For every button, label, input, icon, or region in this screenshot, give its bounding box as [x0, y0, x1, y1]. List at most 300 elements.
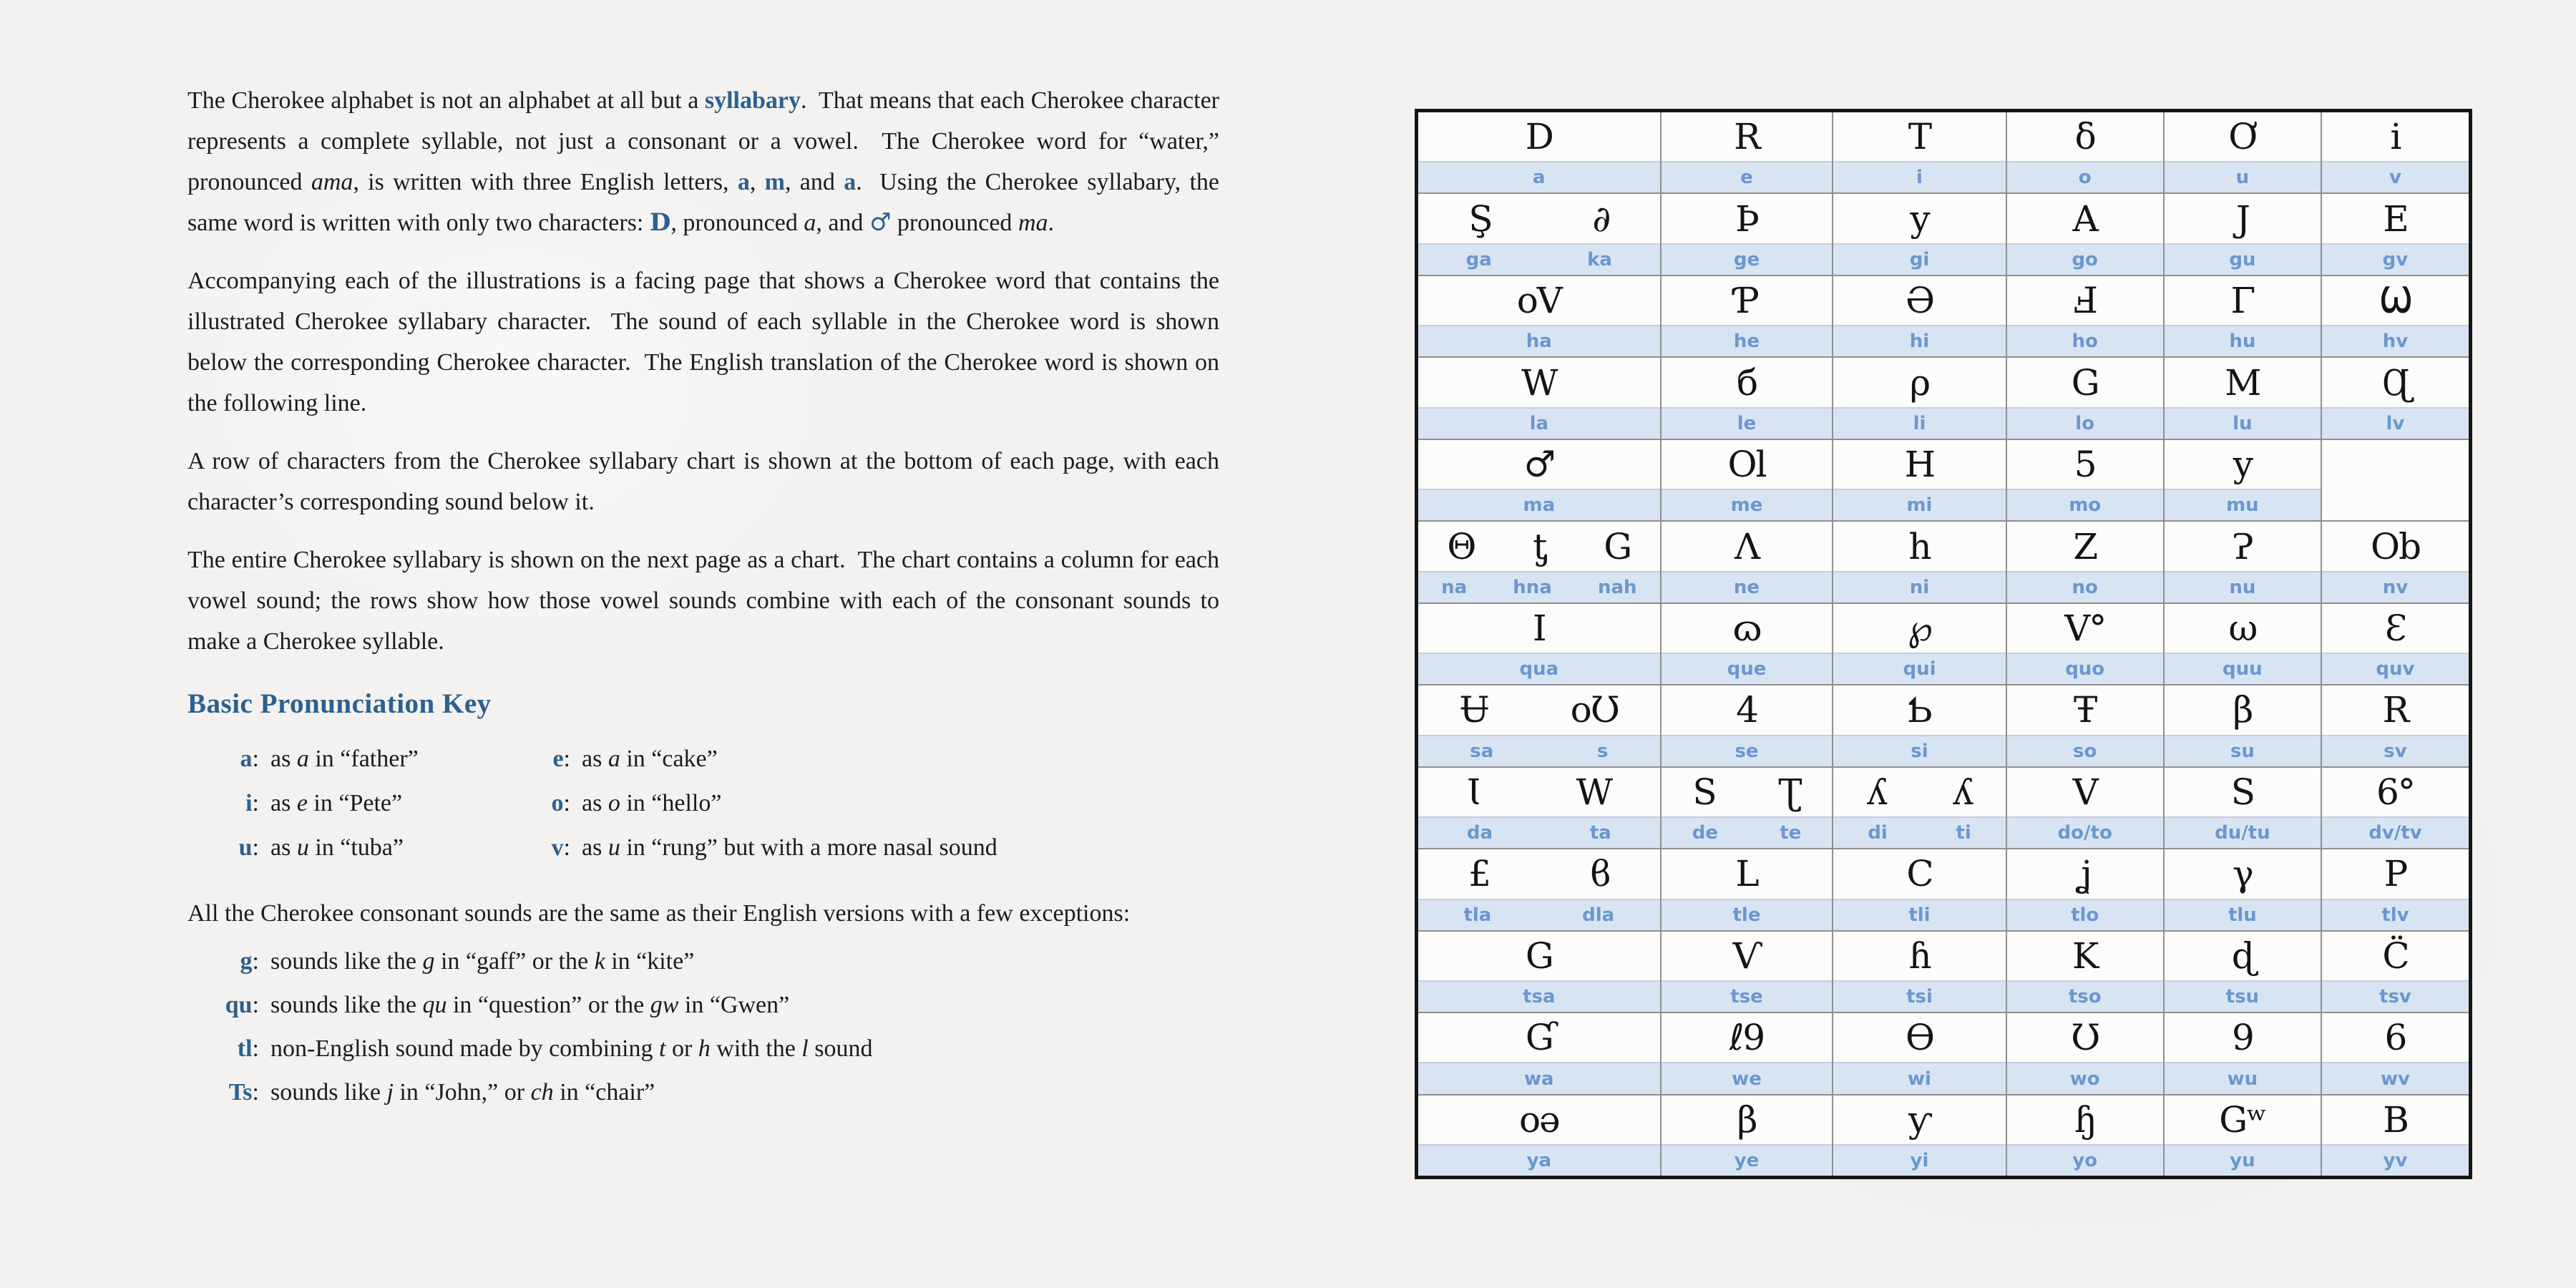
cherokee-glyph: ℓ9: [1729, 1017, 1765, 1059]
text-run: or: [665, 1035, 698, 1062]
glyph-area: [1418, 1013, 1660, 1062]
syllabary-chart: [1415, 109, 2472, 1179]
glyph-area: [2007, 194, 2163, 243]
cherokee-glyph: ƫ: [1533, 525, 1546, 567]
syllable-label: quo: [2065, 658, 2105, 680]
syllabary-cell: [1832, 358, 2005, 438]
glyph-area: [2165, 522, 2321, 570]
syllable-label: ni: [1909, 576, 1930, 598]
syllabary-cell: [2006, 522, 2163, 602]
label-band: [2007, 1062, 2163, 1093]
cherokee-glyph: J: [2235, 197, 2249, 240]
syllabary-cell: [2321, 358, 2469, 438]
text-run: in “John,” or: [393, 1079, 531, 1106]
key-letter-text: o: [551, 790, 564, 816]
cherokee-glyph: б: [1736, 361, 1757, 404]
cherokee-glyph: A: [2072, 197, 2097, 240]
text-run: as: [270, 746, 297, 772]
glyph-area: [2007, 849, 2163, 898]
syllable-label: ma: [1523, 494, 1556, 517]
syllabary-cell: [1660, 932, 1833, 1012]
syllabary-cell: [1418, 276, 1660, 356]
label-band: [2322, 407, 2469, 439]
text-run: ch: [530, 1079, 554, 1106]
label-band: [2322, 653, 2469, 684]
syllable-label: o: [2078, 167, 2092, 189]
label-band: [1662, 1144, 1833, 1176]
syllable-label: ya: [1526, 1150, 1552, 1172]
syllabary-row: [1418, 848, 2469, 930]
glyph-area: [2165, 768, 2321, 816]
syllable-label: su: [2230, 740, 2255, 762]
label-band: [1418, 1062, 1660, 1093]
syllable-label: sv: [2384, 740, 2407, 762]
key-letter-text: qu: [225, 992, 253, 1018]
key-description: [570, 737, 1219, 781]
syllabary-cell: [1418, 522, 1660, 602]
label-band: [2165, 653, 2321, 684]
syllabary-row: [1418, 275, 2469, 356]
text-run: in “gaff” or the: [434, 948, 595, 975]
syllabary-row: [1418, 602, 2469, 684]
cherokee-glyph: oƱ: [1570, 689, 1619, 731]
cherokee-glyph: 6: [2384, 1017, 2406, 1059]
syllable-label: tsa: [1523, 986, 1556, 1008]
label-band: [2007, 407, 2163, 439]
cherokee-glyph: Λ: [1734, 525, 1760, 567]
label-band: [1833, 735, 2005, 766]
cherokee-glyph: C: [1906, 853, 1933, 895]
syllabary-cell: [2006, 604, 2163, 684]
text-run: as: [270, 834, 297, 861]
label-band: [1418, 653, 1660, 684]
glyph-area: [2322, 276, 2469, 325]
glyph-area: [2322, 604, 2469, 653]
label-band: [2007, 735, 2163, 766]
label-band: [1833, 243, 2005, 275]
text-run: The Cherokee alphabet is not an alphabet at all but a: [187, 87, 705, 114]
syllable-label: te: [1780, 822, 1802, 844]
label-band: [1833, 161, 2005, 192]
glyph-area: [2007, 1096, 2163, 1144]
glyph-area: [2322, 194, 2469, 243]
text-run: as: [582, 834, 608, 861]
syllable-label: yv: [2383, 1150, 2408, 1172]
syllabary-cell: [1660, 276, 1833, 356]
text-run: a: [296, 746, 309, 772]
cherokee-glyph: i: [2390, 116, 2401, 158]
glyph-area: [2165, 276, 2321, 325]
syllable-label: se: [1735, 740, 1759, 762]
label-band: [2322, 489, 2469, 520]
text-run: syllabary: [704, 87, 801, 114]
syllable-label: wu: [2227, 1068, 2258, 1090]
text-run: ma: [1018, 210, 1048, 236]
key-letter-text: a: [240, 746, 253, 772]
key-letter-text: tl: [237, 1035, 253, 1062]
syllabary-cell: [1660, 440, 1833, 520]
label-band: [2007, 980, 2163, 1012]
syllabary-cell: [2006, 194, 2163, 274]
cherokee-glyph: G: [1525, 935, 1553, 977]
cherokee-glyph: Þ: [1735, 197, 1758, 240]
key-description: [570, 826, 1219, 870]
label-band: [2322, 243, 2469, 275]
syllabary-cell: [2163, 522, 2321, 602]
syllable-label: wa: [1524, 1068, 1554, 1090]
intro-paragraphs: [187, 80, 1226, 662]
key-letter-text: Ts: [228, 1079, 253, 1106]
cherokee-glyph: T: [1908, 116, 1931, 158]
syllabary-cell: [1418, 768, 1660, 848]
text-run: a: [737, 169, 750, 195]
cherokee-glyph: G: [2071, 361, 2099, 404]
cherokee-glyph: Ѳ: [1905, 1017, 1933, 1059]
syllabary-cell: [2006, 932, 2163, 1012]
cherokee-glyph: ℘: [1908, 607, 1931, 649]
label-band: [1662, 161, 1833, 192]
label-band: [2165, 816, 2321, 848]
syllabary-cell: [2163, 932, 2321, 1012]
syllable-label: que: [1727, 658, 1767, 680]
glyph-area: [1418, 849, 1660, 898]
syllable-label: na: [1441, 576, 1468, 598]
glyph-area: [1418, 768, 1660, 816]
cherokee-glyph: Ʈ: [1778, 771, 1801, 813]
cherokee-glyph: K: [2072, 935, 2098, 977]
label-band: [1662, 899, 1833, 930]
syllabary-row: [1418, 192, 2469, 274]
glyph-area: [2322, 849, 2469, 898]
syllabary-cell: [2321, 1013, 2469, 1093]
glyph-area: [2322, 932, 2469, 980]
label-band: [1418, 1144, 1660, 1176]
text-run: Accompanying each of the illustrations is a facing page that shows a Cherokee word that contains the illustrated Cherokee syllabary character. The sound of each syllable in the Cherokee word is shown below the corresponding Cherokee character. The English translation of the Cherokee word is shown on the following line.: [187, 268, 1226, 416]
text-run: o: [608, 790, 620, 816]
label-band: [2165, 243, 2321, 275]
glyph-area: [2322, 440, 2469, 489]
cherokee-glyph: V: [2072, 771, 2097, 813]
label-band: [2165, 489, 2321, 520]
syllabary-cell: [2163, 276, 2321, 356]
paragraph: [187, 441, 1226, 522]
syllabary-cell: [2163, 1013, 2321, 1093]
label-band: [1833, 325, 2005, 356]
syllable-label: hna: [1513, 576, 1552, 598]
glyph-area: [2007, 932, 2163, 980]
text-run: in “rung” but with a more nasal sound: [620, 834, 997, 861]
label-band: [2322, 325, 2469, 356]
cherokee-glyph: ɧ: [2074, 1098, 2096, 1141]
glyph-area: [2322, 358, 2469, 406]
label-band: [2165, 899, 2321, 930]
cherokee-glyph: Ʊ: [2070, 1017, 2099, 1059]
syllabary-cell: [1660, 194, 1833, 274]
label-band: [1662, 325, 1833, 356]
paragraph: [187, 80, 1226, 243]
syllabary-row: [1418, 1094, 2469, 1176]
syllabary-row: [1418, 1012, 2469, 1093]
glyph-area: [1662, 686, 1833, 734]
text-run: ama: [311, 169, 353, 195]
glyph-area: [1833, 604, 2005, 653]
cherokee-glyph: W: [1576, 771, 1611, 813]
syllable-label: nv: [2382, 576, 2409, 598]
syllable-label: me: [1730, 494, 1763, 517]
syllable-label: ga: [1465, 248, 1492, 270]
syllable-label: i: [1916, 167, 1923, 189]
cherokee-glyph: Ʉ: [1459, 689, 1488, 731]
glyph-area: [2165, 358, 2321, 406]
cherokee-glyph: Ơ: [2228, 116, 2257, 158]
glyph-area: [1833, 358, 2005, 406]
syllable-label: lu: [2233, 412, 2253, 434]
text-run: u: [608, 834, 620, 861]
cherokee-glyph: G: [1604, 525, 1631, 567]
key-colon: :: [563, 790, 570, 816]
cherokee-glyph: Ⅎ: [2073, 280, 2097, 322]
glyph-area: [1833, 522, 2005, 570]
cherokee-glyph: R: [1734, 116, 1760, 158]
cherokee-glyph: Ѡ: [2379, 280, 2411, 322]
key-letter: [187, 781, 259, 826]
glyph-area: [1833, 932, 2005, 980]
syllable-label: tle: [1732, 904, 1761, 926]
cherokee-glyph: S: [1692, 771, 1716, 813]
label-band: [1662, 653, 1833, 684]
key-letter: [502, 737, 570, 781]
syllable-label: di: [1868, 822, 1888, 844]
label-band: [1833, 407, 2005, 439]
syllabary-cell: [2321, 522, 2469, 602]
glyph-area: [2007, 112, 2163, 161]
label-band: [1418, 243, 1660, 275]
glyph-area: [1833, 194, 2005, 243]
syllable-label: do/to: [2057, 822, 2112, 844]
cherokee-glyph: ϐ: [1590, 853, 1610, 895]
label-band: [2322, 899, 2469, 930]
syllable-label: hu: [2229, 331, 2256, 353]
syllable-label: hv: [2382, 331, 2409, 353]
text-run: sounds like: [270, 1079, 387, 1106]
cherokee-glyph: Ƅ: [1907, 689, 1932, 731]
text-run: j: [386, 1079, 394, 1106]
cherokee-glyph: ƴ: [1908, 1098, 1931, 1141]
label-band: [2007, 161, 2163, 192]
glyph-area: [1418, 112, 1660, 161]
label-band: [1662, 735, 1833, 766]
label-band: [2007, 816, 2163, 848]
syllabary-cell: [2006, 358, 2163, 438]
syllabary-cell: [1832, 932, 2005, 1012]
text-run: , and: [784, 169, 844, 195]
syllabary-cell: [2163, 112, 2321, 192]
glyph-area: [2007, 604, 2163, 653]
cherokee-glyph: β: [1737, 1098, 1757, 1141]
label-band: [1662, 571, 1833, 602]
syllabary-cell: [1418, 849, 1660, 930]
glyph-area: [1662, 604, 1833, 653]
syllabary-cell: [2006, 1096, 2163, 1176]
glyph-area: [2322, 686, 2469, 734]
label-band: [1418, 899, 1660, 930]
key-colon: :: [252, 948, 259, 975]
glyph-area: [1662, 194, 1833, 243]
label-band: [2322, 1062, 2469, 1093]
cherokee-glyph: Ş: [1468, 197, 1492, 240]
label-band: [2165, 735, 2321, 766]
syllabary-cell: [2321, 276, 2469, 356]
text-run: in “cake”: [620, 746, 718, 772]
label-band: [1418, 571, 1660, 602]
cherokee-glyph: ʎ: [1867, 771, 1886, 813]
cherokee-glyph: ʎ: [1953, 771, 1972, 813]
syllable-label: sa: [1470, 740, 1494, 762]
label-band: [2165, 1144, 2321, 1176]
syllable-label: yu: [2230, 1150, 2255, 1172]
glyph-area: [2007, 358, 2163, 406]
syllable-label: tsi: [1906, 986, 1933, 1008]
syllabary-cell: [2321, 112, 2469, 192]
paragraph: [187, 540, 1226, 662]
syllable-label: ge: [1733, 248, 1760, 270]
syllable-label: wv: [2380, 1068, 2410, 1090]
label-band: [1662, 489, 1833, 520]
syllabary-row: [1418, 766, 2469, 848]
text-run: sounds like the: [270, 948, 423, 975]
consonant-note: All the Cherokee consonant sounds are the same as their English versions with a few exceptions:: [187, 900, 1131, 927]
syllabary-cell: [2006, 686, 2163, 766]
syllable-label: de: [1692, 822, 1718, 844]
glyph-area: [2322, 1013, 2469, 1062]
cherokee-glyph: ∂: [1592, 197, 1610, 240]
cherokee-glyph: Θ: [1447, 525, 1475, 567]
cherokee-glyph: 5: [2074, 444, 2096, 486]
glyph-area: [1662, 358, 1833, 406]
label-band: [1833, 1062, 2005, 1093]
paragraph: [187, 260, 1226, 424]
cherokee-glyph: ɖ: [2231, 935, 2254, 977]
syllabary-cell: [2163, 1096, 2321, 1176]
text-run: a: [608, 746, 620, 772]
syllable-label: lo: [2075, 412, 2095, 434]
syllabary-cell: [2163, 686, 2321, 766]
syllable-label: tli: [1908, 904, 1931, 926]
glyph-area: [1833, 276, 2005, 325]
text-run: t: [659, 1035, 666, 1062]
cherokee-glyph: V°: [2064, 607, 2106, 649]
syllabary-cell: [1660, 849, 1833, 930]
syllable-label: dla: [1582, 904, 1615, 926]
syllabary-cell: [2163, 194, 2321, 274]
syllable-label: mo: [2069, 494, 2102, 517]
glyph-area: [2007, 1013, 2163, 1062]
cherokee-glyph: ɷ: [1732, 607, 1761, 649]
label-band: [2007, 899, 2163, 930]
cherokee-glyph: ♂: [1523, 444, 1555, 486]
label-band: [2007, 653, 2163, 684]
syllabary-row: [1418, 930, 2469, 1012]
label-band: [1662, 1062, 1833, 1093]
key-letter: [502, 781, 570, 826]
syllabary-cell: [2163, 358, 2321, 438]
cherokee-glyph: Ob: [2370, 525, 2420, 567]
syllabary-cell: [1660, 1013, 1833, 1093]
syllabary-cell: [1660, 358, 1833, 438]
label-band: [2165, 161, 2321, 192]
syllabary-cell: [1660, 112, 1833, 192]
label-band: [1833, 899, 2005, 930]
syllabary-cell: [1832, 522, 2005, 602]
cherokee-glyph: Ƥ: [1735, 280, 1758, 322]
glyph-area: [2007, 440, 2163, 489]
syllabary-cell: [2321, 686, 2469, 766]
syllable-label: ti: [1956, 822, 1971, 844]
glyph-area: [2165, 112, 2321, 161]
label-band: [2165, 1062, 2321, 1093]
text-run: sounds like the: [270, 992, 423, 1018]
cherokee-glyph: Gʷ: [2219, 1098, 2266, 1141]
glyph-area: [2007, 768, 2163, 816]
key-colon: :: [252, 1079, 259, 1106]
glyph-area: [2165, 932, 2321, 980]
key-description: [259, 983, 1219, 1027]
syllable-label: mi: [1906, 494, 1933, 517]
syllable-label: quu: [2223, 658, 2263, 680]
syllabary-cell: [1660, 522, 1833, 602]
cherokee-glyph: Ol: [1727, 444, 1766, 486]
syllabary-row: [1418, 356, 2469, 438]
key-letter: [187, 1070, 259, 1114]
cherokee-glyph: Ɂ: [2233, 525, 2253, 567]
glyph-area: [1418, 686, 1660, 734]
label-band: [1833, 653, 2005, 684]
syllable-label: qua: [1519, 658, 1559, 680]
syllabary-cell: [1832, 849, 2005, 930]
syllabary-cell: [1418, 112, 1660, 192]
text-run: The entire Cherokee syllabary is shown on the next page as a chart. The chart contains a column for each vowel sound; the rows show how those vowel sounds combine with each of the consonant sounds to make a Cherokee syllable.: [187, 547, 1226, 655]
label-band: [1662, 816, 1833, 848]
key-colon: :: [252, 834, 259, 861]
key-letter: [187, 940, 259, 983]
syllable-label: tlo: [2071, 904, 2099, 926]
label-band: [2322, 1144, 2469, 1176]
syllabary-cell: [1418, 604, 1660, 684]
label-band: [2007, 243, 2163, 275]
glyph-area: [1662, 1096, 1833, 1144]
key-description: [259, 1027, 1219, 1070]
syllable-label: ha: [1526, 331, 1552, 353]
syllabary-cell: [2321, 849, 2469, 930]
label-band: [2007, 489, 2163, 520]
key-description: [259, 940, 1219, 983]
syllabary-cell: [1832, 1096, 2005, 1176]
cherokee-glyph: Z: [2073, 525, 2097, 567]
syllabary-cell: [1660, 686, 1833, 766]
glyph-area: [2165, 194, 2321, 243]
syllabary-cell: [1832, 686, 2005, 766]
syllable-label: tso: [2068, 986, 2102, 1008]
syllable-label: lv: [2386, 412, 2405, 434]
glyph-area: [1833, 1013, 2005, 1062]
key-letter-text: g: [240, 948, 253, 975]
syllable-label: ne: [1733, 576, 1760, 598]
cherokee-glyph: I: [1532, 607, 1546, 649]
label-band: [2322, 735, 2469, 766]
cherokee-glyph: B: [2383, 1098, 2408, 1141]
syllable-label: mu: [2226, 494, 2259, 517]
text-run: non-English sound made by combining: [270, 1035, 660, 1062]
